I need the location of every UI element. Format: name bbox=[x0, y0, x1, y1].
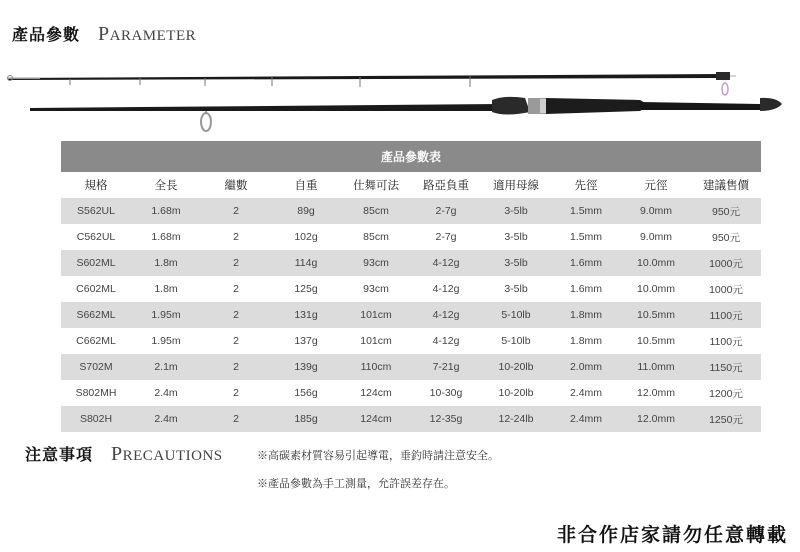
table-cell: 2.0mm bbox=[551, 354, 621, 380]
table-row bbox=[61, 380, 761, 406]
table-cell: 1.8mm bbox=[551, 328, 621, 354]
column-header: 元徑 bbox=[621, 172, 691, 198]
table-cell: 131g bbox=[271, 302, 341, 328]
precautions-en-title-initial: P bbox=[111, 443, 123, 465]
precautions-heading bbox=[25, 442, 223, 466]
table-cell: 2 bbox=[201, 276, 271, 302]
table-cell: C562UL bbox=[61, 224, 131, 250]
table-cell: 2.4mm bbox=[551, 406, 621, 432]
table-row bbox=[61, 224, 761, 250]
column-header: 適用母線 bbox=[481, 172, 551, 198]
table-cell: 11.0mm bbox=[621, 354, 691, 380]
table-cell: 2.4m bbox=[131, 380, 201, 406]
table-cell: 10.5mm bbox=[621, 328, 691, 354]
table-cell: 4-12g bbox=[411, 250, 481, 276]
column-header: 先徑 bbox=[551, 172, 621, 198]
table-cell: 10-20lb bbox=[481, 354, 551, 380]
table-cell: 93cm bbox=[341, 276, 411, 302]
table-cell: 85cm bbox=[341, 224, 411, 250]
table-row bbox=[61, 328, 761, 354]
table-cell: 5-10lb bbox=[481, 328, 551, 354]
column-header: 自重 bbox=[271, 172, 341, 198]
table-cell: 110cm bbox=[341, 354, 411, 380]
table-cell: 2 bbox=[201, 380, 271, 406]
table-cell: C662ML bbox=[61, 328, 131, 354]
table-cell: S662ML bbox=[61, 302, 131, 328]
table-cell: S562UL bbox=[61, 198, 131, 224]
table-cell: 3-5lb bbox=[481, 276, 551, 302]
table-cell: 4-12g bbox=[411, 302, 481, 328]
table-caption: 產品參數表 bbox=[61, 141, 761, 172]
column-header: 全長 bbox=[131, 172, 201, 198]
table-cell: 10.0mm bbox=[621, 250, 691, 276]
table-cell: 2.1m bbox=[131, 354, 201, 380]
table-cell: S802MH bbox=[61, 380, 131, 406]
table-cell: 156g bbox=[271, 380, 341, 406]
parameter-heading bbox=[12, 22, 196, 46]
table-cell: 12-24lb bbox=[481, 406, 551, 432]
table-cell: 1.8mm bbox=[551, 302, 621, 328]
table-cell: 2 bbox=[201, 250, 271, 276]
precaution-note-1: ※高碳素材質容易引起導電，垂釣時請注意安全。 bbox=[257, 450, 499, 462]
table-cell: 950元 bbox=[691, 198, 761, 224]
column-header: 規格 bbox=[61, 172, 131, 198]
table-cell: 1.68m bbox=[131, 198, 201, 224]
table-cell: 9.0mm bbox=[621, 198, 691, 224]
table-cell: S602ML bbox=[61, 250, 131, 276]
table-cell: 3-5lb bbox=[481, 198, 551, 224]
table-caption-row bbox=[61, 141, 761, 172]
table-cell: 101cm bbox=[341, 302, 411, 328]
table-cell: 2 bbox=[201, 198, 271, 224]
column-header: 路亞負重 bbox=[411, 172, 481, 198]
table-cell: 139g bbox=[271, 354, 341, 380]
fishing-rod-illustration bbox=[0, 64, 800, 144]
table-cell: 185g bbox=[271, 406, 341, 432]
column-header: 仕舞可法 bbox=[341, 172, 411, 198]
table-row bbox=[61, 250, 761, 276]
table-cell: 1100元 bbox=[691, 328, 761, 354]
table-cell: 1000元 bbox=[691, 250, 761, 276]
table-cell: 3-5lb bbox=[481, 224, 551, 250]
table-cell: 2-7g bbox=[411, 198, 481, 224]
table-cell: 114g bbox=[271, 250, 341, 276]
precaution-note-2: ※產品參數為手工測量，允許誤差存在。 bbox=[257, 478, 455, 490]
table-cell: 2 bbox=[201, 224, 271, 250]
rod-butt-section bbox=[30, 97, 782, 131]
table-cell: 1000元 bbox=[691, 276, 761, 302]
column-header: 建議售價 bbox=[691, 172, 761, 198]
rod-tip-section bbox=[8, 72, 737, 95]
table-row bbox=[61, 276, 761, 302]
table-cell: 1.68m bbox=[131, 224, 201, 250]
table-cell: 5-10lb bbox=[481, 302, 551, 328]
parameter-zh-title: 產品參數 bbox=[12, 27, 81, 44]
table-cell: 2.4m bbox=[131, 406, 201, 432]
table-cell: 89g bbox=[271, 198, 341, 224]
table-row bbox=[61, 406, 761, 432]
table-cell: S702M bbox=[61, 354, 131, 380]
precautions-en-title bbox=[111, 443, 223, 466]
table-cell: 10-20lb bbox=[481, 380, 551, 406]
table-cell: 1.95m bbox=[131, 302, 201, 328]
precautions-en-title-rest: RECAUTIONS bbox=[122, 448, 223, 464]
table-row bbox=[61, 198, 761, 224]
table-cell: C602ML bbox=[61, 276, 131, 302]
table-cell: 1.5mm bbox=[551, 224, 621, 250]
table-cell: 2 bbox=[201, 328, 271, 354]
table-cell: 1200元 bbox=[691, 380, 761, 406]
table-cell: 1.6mm bbox=[551, 250, 621, 276]
table-cell: 102g bbox=[271, 224, 341, 250]
table-header-row bbox=[61, 172, 761, 198]
table-cell: 1.5mm bbox=[551, 198, 621, 224]
product-specs-table bbox=[61, 141, 761, 432]
table-cell: 1.8m bbox=[131, 250, 201, 276]
table-cell: 85cm bbox=[341, 198, 411, 224]
table-cell: 1.8m bbox=[131, 276, 201, 302]
table-cell: 4-12g bbox=[411, 328, 481, 354]
table-cell: 12.0mm bbox=[621, 406, 691, 432]
table-cell: 137g bbox=[271, 328, 341, 354]
table-cell: 93cm bbox=[341, 250, 411, 276]
table-cell: 12-35g bbox=[411, 406, 481, 432]
table-cell: 2-7g bbox=[411, 224, 481, 250]
table-cell: 1.6mm bbox=[551, 276, 621, 302]
precautions-zh-title: 注意事項 bbox=[25, 447, 94, 464]
table-cell: S802H bbox=[61, 406, 131, 432]
table-cell: 1100元 bbox=[691, 302, 761, 328]
table-row bbox=[61, 354, 761, 380]
table-cell: 9.0mm bbox=[621, 224, 691, 250]
table-row bbox=[61, 302, 761, 328]
table-cell: 2.4mm bbox=[551, 380, 621, 406]
table-cell: 1.95m bbox=[131, 328, 201, 354]
table-cell: 4-12g bbox=[411, 276, 481, 302]
table-body bbox=[61, 198, 761, 432]
table-cell: 124cm bbox=[341, 380, 411, 406]
column-header: 繼數 bbox=[201, 172, 271, 198]
table-cell: 12.0mm bbox=[621, 380, 691, 406]
table-cell: 950元 bbox=[691, 224, 761, 250]
table-cell: 101cm bbox=[341, 328, 411, 354]
table-cell: 7-21g bbox=[411, 354, 481, 380]
table-cell: 124cm bbox=[341, 406, 411, 432]
table-cell: 2 bbox=[201, 406, 271, 432]
table-cell: 1250元 bbox=[691, 406, 761, 432]
table-cell: 10-30g bbox=[411, 380, 481, 406]
table-cell: 2 bbox=[201, 354, 271, 380]
table-cell: 10.5mm bbox=[621, 302, 691, 328]
table-cell: 1150元 bbox=[691, 354, 761, 380]
table-cell: 10.0mm bbox=[621, 276, 691, 302]
table-cell: 2 bbox=[201, 302, 271, 328]
parameter-en-title bbox=[98, 23, 196, 46]
parameter-en-title-rest: ARAMETER bbox=[109, 28, 197, 44]
parameter-en-title-initial: P bbox=[98, 23, 110, 45]
table-cell: 3-5lb bbox=[481, 250, 551, 276]
disclaimer-text: 非合作店家請勿任意轉載 bbox=[556, 525, 788, 546]
table-cell: 125g bbox=[271, 276, 341, 302]
